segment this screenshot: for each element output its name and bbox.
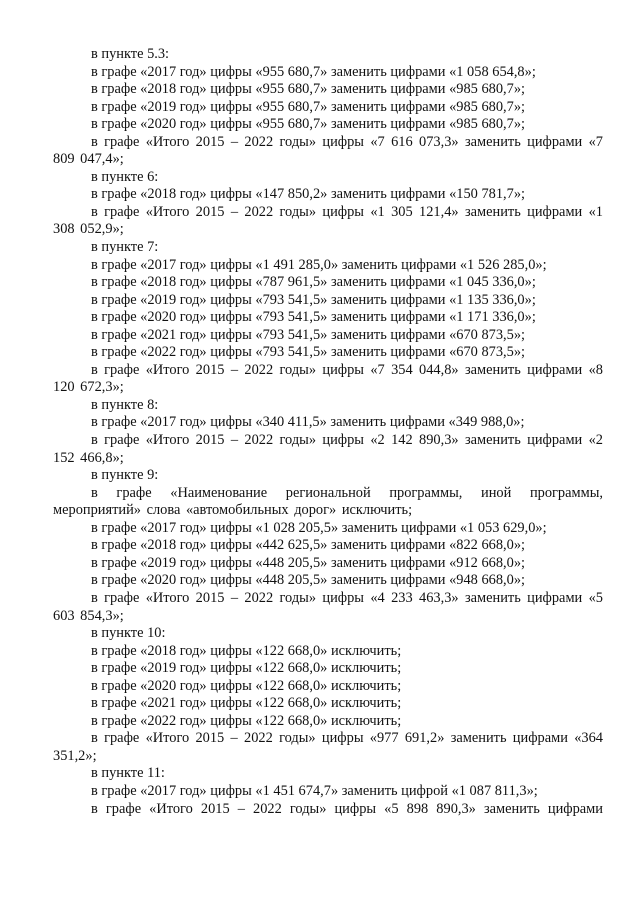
amendment-total-line: в графе «Итого 2015 – 2022 годы» цифры «5 898 890,3» заменить цифрами (91, 800, 603, 817)
amendment-line: в графе «2019 год» цифры «955 680,7» заменить цифрами «985 680,7»; (91, 98, 526, 115)
section-heading-5-3: в пункте 5.3: (91, 46, 170, 62)
amendment-total-line: в графе «Итого 2015 – 2022 годы» цифры «7 354 044,8» заменить цифрами «8 120 672,3»; (53, 361, 603, 396)
section-heading-10: в пункте 10: (91, 625, 166, 642)
amendment-line: в графе «2019 год» цифры «448 205,5» заменить цифрами «912 668,0»; (91, 554, 526, 571)
amendment-line: в графе «2018 год» цифры «955 680,7» заменить цифрами «985 680,7»; (91, 81, 526, 98)
amendment-total-line: в графе «Итого 2015 – 2022 годы» цифры «4 233 463,3» заменить цифрами «5 603 854,3»; (53, 589, 603, 624)
amendment-line: в графе «2020 год» цифры «448 205,5» заменить цифрами «948 668,0»; (91, 572, 526, 589)
section-heading-11: в пункте 11: (91, 765, 165, 782)
amendment-total-line: в графе «Итого 2015 – 2022 годы» цифры «2 142 890,3» заменить цифрами «2 152 466,8»; (53, 432, 603, 466)
amendment-line: в графе «2022 год» цифры «122 668,0» исключить; (91, 712, 402, 729)
amendment-line: в графе «2018 год» цифры «122 668,0» исключить; (91, 642, 402, 659)
amendment-line: в графе «2021 год» цифры «122 668,0» исключить; (91, 695, 402, 712)
amendment-line: в графе «2021 год» цифры «793 541,5» заменить цифрами «670 873,5»; (91, 326, 526, 343)
amendment-line: в графе «2018 год» цифры «442 625,5» заменить цифрами «822 668,0»; (91, 537, 526, 554)
amendment-line: в графе «2017 год» цифры «340 411,5» заменить цифрами «349 988,0»; (91, 414, 525, 431)
amendment-line: в графе «2020 год» цифры «793 541,5» заменить цифрами «1 171 336,0»; (91, 309, 536, 326)
amendment-line: в графе «2020 год» цифры «122 668,0» исключить; (91, 677, 402, 694)
amendment-line: в графе «2019 год» цифры «793 541,5» заменить цифрами «1 135 336,0»; (91, 291, 536, 308)
amendment-total-line: в графе «Итого 2015 – 2022 годы» цифры «7 616 073,3» заменить цифрами «7 809 047,4»; (53, 133, 603, 168)
amendment-name-line: в графе «Наименование региональной программы, иной программы, мероприятий» слова «автомобильных дорог» исключить; (53, 484, 603, 519)
section-heading-9: в пункте 9: (91, 467, 159, 484)
amendment-line: в графе «2019 год» цифры «122 668,0» исключить; (91, 660, 402, 677)
amendment-line: в графе «2017 год» цифры «955 680,7» заменить цифрами «1 058 654,8»; (91, 63, 536, 80)
amendment-line: в графе «2017 год» цифры «1 491 285,0» заменить цифрами «1 526 285,0»; (91, 256, 547, 273)
section-heading-8: в пункте 8: (91, 396, 159, 413)
amendment-line: в графе «2018 год» цифры «787 961,5» заменить цифрами «1 045 336,0»; (91, 274, 536, 291)
amendment-total-line: в графе «Итого 2015 – 2022 годы» цифры «1 305 121,4» заменить цифрами «1 308 052,9»; (53, 203, 603, 238)
amendment-line: в графе «2020 год» цифры «955 680,7» заменить цифрами «985 680,7»; (91, 116, 526, 133)
amendment-total-line: в графе «Итого 2015 – 2022 годы» цифры «977 691,2» заменить цифрами «364 351,2»; (53, 730, 603, 764)
amendment-line: в графе «2022 год» цифры «793 541,5» заменить цифрами «670 873,5»; (91, 344, 526, 361)
section-heading-7: в пункте 7: (91, 239, 159, 256)
section-heading-6: в пункте 6: (91, 168, 159, 185)
amendment-line: в графе «2017 год» цифры «1 028 205,5» заменить цифрами «1 053 629,0»; (91, 519, 547, 536)
amendment-line: в графе «2018 год» цифры «147 850,2» заменить цифрами «150 781,7»; (91, 186, 526, 203)
amendment-line: в графе «2017 год» цифры «1 451 674,7» заменить цифрой «1 087 811,3»; (91, 782, 538, 799)
